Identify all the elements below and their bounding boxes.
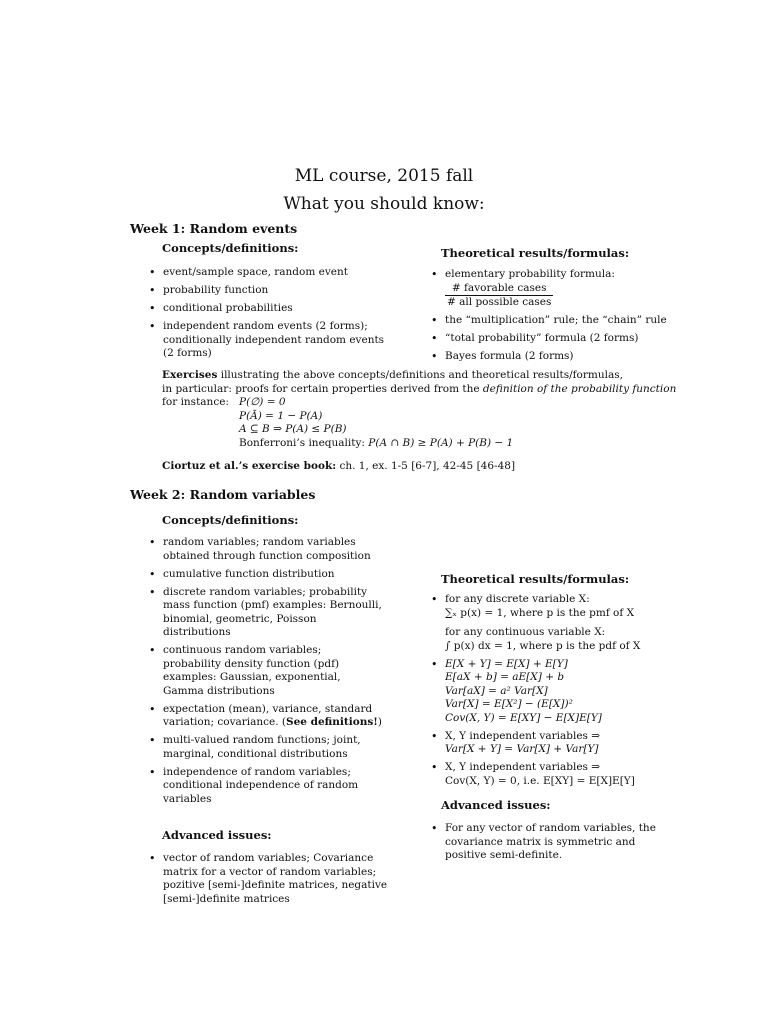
formula-complement: P(Ā) = 1 − P(A) [239,409,323,422]
week2-advanced-heading: Advanced issues: [162,828,272,842]
week2-advanced-right-heading: Advanced issues: [441,798,551,812]
formula-empty-set: P(∅) = 0 [239,396,286,408]
elementary-formula-fraction [445,282,553,310]
formula-covariance-def: Cov(X, Y) = E[XY] − E[X]E[Y] [445,711,602,724]
list-item [149,703,382,730]
list-item: • For any vector of random variables, the covariance matrix is symmetric and positive semi-definite. [431,822,666,863]
formula-variance-sum: Var[X + Y] = Var[X] + Var[Y] [445,743,599,755]
week1-theory-list [431,268,671,368]
bonferroni-formula: P(A ∩ B) ≥ P(A) + P(B) − 1 [368,436,514,449]
fraction-numerator: # favorable cases [445,282,553,297]
list-item: • Bayes formula (2 forms) [431,350,671,364]
formula-variance-scale: Var[aX] = a² Var[X] [445,684,548,697]
continuous-intro: for any continuous variable X: [445,626,606,638]
list-item: • probability function [149,284,389,298]
list-item: • conditional probabilities [149,302,389,316]
independence-intro: • X, Y independent variables ⇒ [445,761,601,773]
book-label: Ciortuz et al.’s exercise book: [162,460,337,472]
fraction-denominator: # all possible cases [447,296,552,308]
week2-theory-heading: Theoretical results/formulas: [441,572,630,586]
week2-concepts-list [149,536,382,811]
exercises-text: illustrating the above concepts/definitions and theoretical results/formulas, [217,369,623,381]
week2-advanced-list [149,852,389,911]
list-item [431,658,666,726]
week1-theory-heading: Theoretical results/formulas: [441,246,630,260]
see-definitions-text: See definitions! [286,716,378,728]
week1-concepts-heading: Concepts/definitions: [162,241,299,255]
list-item: • discrete random variables; probability mass function (pmf) examples: Bernoulli, binomial, geometric, Poisson distributions [149,586,382,640]
page-subtitle: What you should know: [283,194,485,214]
list-item: • independence of random variables; conditional independence of random variables [149,766,382,807]
formula-expectation-linear: E[aX + b] = aE[X] + b [445,671,565,683]
exercises-text: for instance: [162,396,229,408]
list-item: • “total probability” formula (2 forms) [431,332,671,346]
week2-advanced-right-list [431,822,666,867]
list-item: • independent random events (2 forms); conditionally independent random events (2 forms) [149,320,389,361]
week2-heading: Week 2: Random variables [130,487,316,502]
discrete-formula: ∑ₓ p(x) = 1, where p is the pmf of X [445,606,635,619]
exercises-text: in particular: proofs for certain properties derived from the [162,382,483,395]
week1-heading: Week 1: Random events [130,221,298,236]
list-item: • vector of random variables; Covariance matrix for a vector of random variables; pozitive [semi-]definite matrices, negative [semi-]definite matrices [149,852,389,906]
independence-intro: • X, Y independent variables ⇒ [445,729,601,742]
list-item [431,268,671,310]
exercises-emph: definition of the probability function [482,382,677,395]
list-item: • cumulative function distribution [149,568,382,582]
list-item: • the “multiplication” rule; the “chain” rule [431,314,671,328]
elementary-formula-label: • elementary probability formula: [445,268,615,280]
week2-theory-list [431,593,666,793]
formula-subset: A ⊆ B ⇒ P(A) ≤ P(B) [239,423,347,435]
bonferroni-label: Bonferroni’s inequality: [239,436,369,449]
list-item: • event/sample space, random event [149,266,389,280]
formula-expectation-sum: • E[X + Y] = E[X] + E[Y] [445,657,568,670]
week1-book [162,460,682,474]
book-text: ch. 1, ex. 1-5 [6-7], 42-45 [46-48] [336,460,516,472]
page-title: ML course, 2015 fall [294,166,474,186]
discrete-intro: • for any discrete variable X: [445,593,590,605]
week2-concepts-heading: Concepts/definitions: [162,513,299,527]
list-item [431,730,666,757]
list-item [431,761,666,788]
list-item [431,593,666,653]
list-item-text: ) [377,716,383,728]
list-item: • continuous random variables; probability density function (pdf) examples: Gaussian, exponential, Gamma distributions [149,644,382,698]
exercises-label: Exercises [162,369,218,381]
list-item: • random variables; random variables obtained through function composition [149,536,382,563]
formula-variance-def: Var[X] = E[X²] − (E[X])² [445,698,573,710]
list-item-text: expectation (mean), variance, standard variation; covariance. ( [163,702,373,728]
list-item: • multi-valued random functions; joint, marginal, conditional distributions [149,734,382,761]
continuous-formula: ∫ p(x) dx = 1, where p is the pdf of X [445,639,641,652]
week1-exercises [162,369,682,450]
formula-covariance-zero: Cov(X, Y) = 0, i.e. E[XY] = E[X]E[Y] [445,774,635,787]
week1-concepts-list [149,266,389,365]
